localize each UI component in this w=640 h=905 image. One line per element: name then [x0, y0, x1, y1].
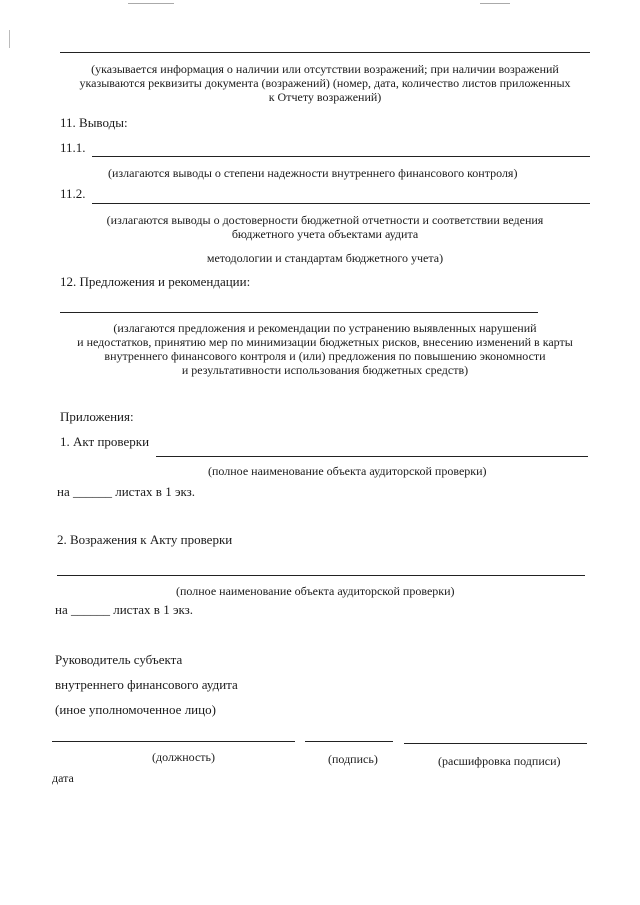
section12-note-line2: и недостатков, принятию мер по минимизации бюджетных рисков, внесению изменений в карты	[77, 335, 573, 349]
decode-caption: (расшифровка подписи)	[438, 754, 561, 768]
signature-caption: (подпись)	[328, 752, 378, 766]
section12-note-line1: (излагаются предложения и рекомендации по устранению выявленных нарушений	[113, 321, 537, 335]
scan-mark-left	[128, 3, 174, 4]
signature-line	[305, 741, 393, 742]
appendix2-label: 2. Возражения к Акту проверки	[57, 532, 233, 547]
date-label: дата	[52, 771, 74, 785]
scan-mark-right	[480, 3, 510, 4]
appendix1-sheets: на ______ листах в 1 экз.	[57, 484, 196, 499]
appendix2-sheets: на ______ листах в 1 экз.	[55, 602, 194, 617]
appendices-heading: Приложения:	[60, 409, 134, 424]
objections-note-line1: (указывается информация о наличии или отсутствии возражений; при наличии возражений	[91, 62, 559, 76]
item11-2-fill-line	[92, 203, 590, 204]
item11-2-note-line2: бюджетного учета объектами аудита	[231, 227, 419, 241]
section12-heading: 12. Предложения и рекомендации:	[60, 274, 251, 289]
decode-line	[404, 743, 587, 744]
objections-note	[60, 62, 590, 104]
section12-fill-line	[60, 312, 538, 313]
section12-note-line4: и результативности использования бюджетных средств)	[181, 363, 469, 377]
item11-2-label: 11.2.	[60, 186, 86, 201]
item11-2-note-line3: методологии и стандартам бюджетного учета)	[206, 251, 444, 265]
item11-1-note: (излагаются выводы о степени надежности внутреннего финансового контроля)	[108, 166, 518, 180]
position-line	[52, 741, 295, 742]
appendix1-note: (полное наименование объекта аудиторской проверки)	[208, 464, 487, 478]
signature-title-line3: (иное уполномоченное лицо)	[55, 702, 216, 717]
section12-note	[50, 321, 600, 377]
signature-title-line2: внутреннего финансового аудита	[55, 677, 238, 692]
signature-title-line1: Руководитель субъекта	[55, 652, 183, 667]
appendix1-fill-line	[156, 456, 588, 457]
appendix2-fill-line	[57, 575, 585, 576]
item11-2-note-line1: (излагаются выводы о достоверности бюджетной отчетности и соответствии ведения	[106, 213, 544, 227]
objections-fill-line	[60, 52, 590, 53]
objections-note-line3: к Отчету возражений)	[268, 90, 382, 104]
scan-margin-mark	[9, 30, 10, 48]
objections-note-line2: указываются реквизиты документа (возражений) (номер, дата, количество листов приложенных	[79, 76, 571, 90]
position-caption: (должность)	[152, 750, 215, 764]
item11-1-label: 11.1.	[60, 140, 86, 155]
item11-2-note	[60, 213, 590, 241]
section12-note-line3: внутреннего финансового контроля и (или) предложения по повышению экономности	[104, 349, 546, 363]
item11-1-fill-line	[92, 156, 590, 157]
appendix2-note: (полное наименование объекта аудиторской проверки)	[176, 584, 455, 598]
appendix1-label: 1. Акт проверки	[60, 434, 150, 449]
section11-heading: 11. Выводы:	[60, 115, 128, 130]
